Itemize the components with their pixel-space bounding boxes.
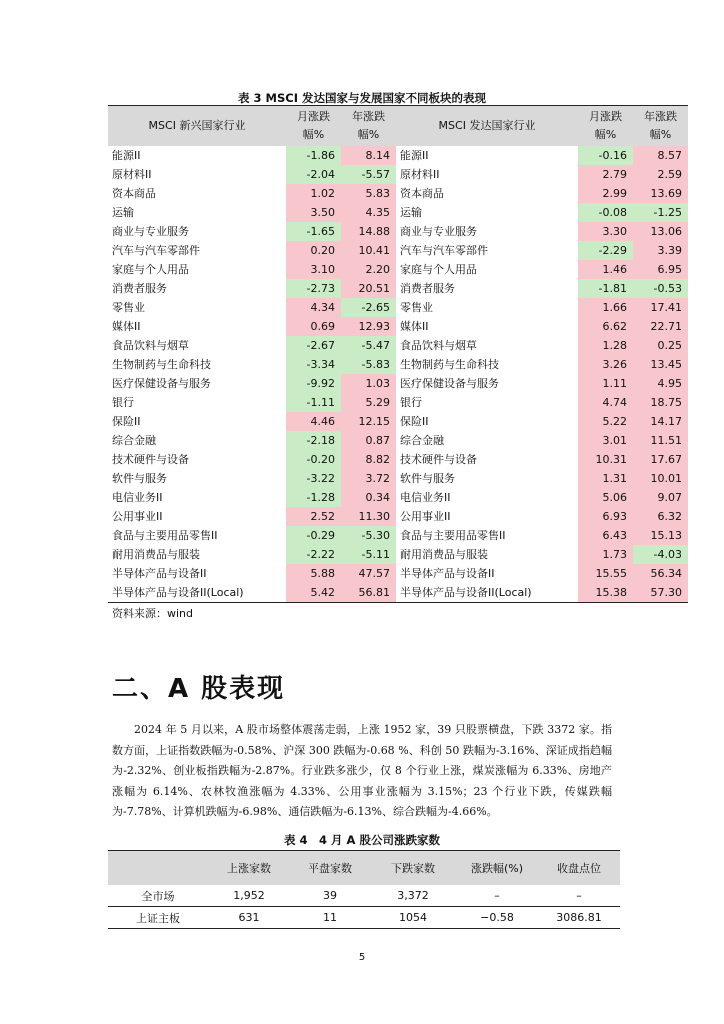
em-month-cell: -2.04 [286,165,341,184]
dm-year-cell: 11.51 [633,431,688,450]
dm-year-cell: -0.53 [633,279,688,298]
table-cell: – [538,885,620,907]
column-header: 涨跌幅(%) [456,851,538,886]
em-sector-cell: 食品饮料与烟草 [112,339,189,352]
em-sector-cell: 银行 [112,396,134,409]
em-year-cell: 12.15 [341,412,396,431]
em-month-cell: -0.29 [286,526,341,545]
table-row [108,507,688,526]
table-row [108,526,688,545]
table-row [108,355,688,374]
table-row [108,545,688,564]
table-row [108,260,688,279]
em-year-cell: 20.51 [341,279,396,298]
em-year-cell: 14.88 [341,222,396,241]
em-year-cell: 2.20 [341,260,396,279]
em-month-cell: -2.18 [286,431,341,450]
dm-sector-cell: 家庭与个人用品 [400,263,477,276]
em-sector-cell: 食品与主要用品零售II [112,529,218,542]
em-sector-cell: 半导体产品与设备II [112,567,207,580]
header-dm-sector: MSCI 发达国家行业 [396,106,578,147]
em-year-cell: 0.87 [341,431,396,450]
dm-month-cell: 3.30 [578,222,633,241]
dm-month-cell: -0.16 [578,146,633,165]
em-month-cell: -1.65 [286,222,341,241]
column-header [108,851,208,886]
dm-year-cell: 22.71 [633,317,688,336]
page-number: 5 [358,952,366,963]
em-year-cell: 5.83 [341,184,396,203]
dm-sector-cell: 综合金融 [400,434,444,447]
table-row [108,469,688,488]
em-month-cell: 4.34 [286,298,341,317]
dm-year-cell: 13.06 [633,222,688,241]
table-header-row [108,106,688,147]
header-em-month: 月涨跌幅% [286,106,341,147]
table-cell: 39 [290,885,370,907]
dm-month-cell: 15.55 [578,564,633,583]
dm-month-cell: 15.38 [578,583,633,603]
table-row [108,450,688,469]
dm-sector-cell: 半导体产品与设备II(Local) [396,583,578,603]
dm-sector-cell: 生物制药与生命科技 [400,358,499,371]
table-row [108,184,688,203]
em-year-cell: -5.30 [341,526,396,545]
section-heading: 二、A 股表现 [112,674,286,704]
em-month-cell: 1.02 [286,184,341,203]
dm-sector-cell: 软件与服务 [400,472,455,485]
table-row [108,374,688,393]
dm-sector-cell: 公用事业II [400,510,451,523]
em-sector-cell: 生物制药与生命科技 [112,358,211,371]
table-cell: 3086.81 [538,907,620,929]
em-year-cell: 3.72 [341,469,396,488]
em-year-cell: 4.35 [341,203,396,222]
em-month-cell: -2.67 [286,336,341,355]
em-year-cell: 1.03 [341,374,396,393]
em-month-cell: -1.86 [286,146,341,165]
table-row [108,165,688,184]
table-row [108,222,688,241]
table-cell: −0.58 [456,907,538,929]
column-header: 收盘点位 [538,851,620,886]
dm-year-cell: 6.95 [633,260,688,279]
table-3-caption: 表 3 MSCI 发达国家与发展国家不同板块的表现 [238,91,486,105]
em-month-cell: 5.42 [286,583,341,603]
table-row [108,146,688,165]
dm-sector-cell: 汽车与汽车零部件 [400,244,488,257]
table-row [108,393,688,412]
dm-year-cell: 8.57 [633,146,688,165]
dm-year-cell: -1.25 [633,203,688,222]
column-header: 下跌家数 [370,851,456,886]
dm-year-cell: 9.07 [633,488,688,507]
em-month-cell: -1.28 [286,488,341,507]
em-month-cell: -2.22 [286,545,341,564]
table-row [108,203,688,222]
em-year-cell: 8.82 [341,450,396,469]
dm-month-cell: 2.99 [578,184,633,203]
em-sector-cell: 媒体II [112,320,141,333]
dm-year-cell: 6.32 [633,507,688,526]
dm-year-cell: 15.13 [633,526,688,545]
em-month-cell: 2.52 [286,507,341,526]
header-em-sector: MSCI 新兴国家行业 [108,106,286,147]
dm-sector-cell: 技术硬件与设备 [400,453,477,466]
table-row [108,431,688,450]
dm-year-cell: 13.45 [633,355,688,374]
table-row [108,885,620,907]
dm-sector-cell: 银行 [400,396,422,409]
dm-year-cell: 56.34 [633,564,688,583]
dm-sector-cell: 原材料II [400,168,440,181]
table-cell: 全市场 [108,885,208,907]
em-sector-cell: 能源II [112,149,141,162]
a-share-table [108,850,620,929]
table-row [108,412,688,431]
em-year-cell: 47.57 [341,564,396,583]
dm-month-cell: 1.66 [578,298,633,317]
source-note: 资料来源：wind [112,607,194,620]
body-paragraph: 2024 年 5 月以来，A 股市场整体震荡走弱，上涨 1952 家，39 只股票横盘，下跌 3372 家。指数方面，上证指数跌幅为-0.58%、沪深 300 跌幅为-0.68 %、科创 50 跌幅为-3.16%、深证成指趋幅为-2.32%、创业板指跌幅为-2.87%。行业跌多涨少，仅 8 个行业上涨，煤炭涨幅为 6.33%、房地产涨幅为 6.14%、农林牧渔涨幅为 4.33%、公用事业涨幅为 3.15%；23 个行业下跌，传媒跌幅为-7.78%、计算机跌幅为-6.98%、通信跌幅为-6.13%、综合跌幅为-4.66%。 [112,723,612,818]
dm-month-cell: 6.93 [578,507,633,526]
em-month-cell: 3.50 [286,203,341,222]
em-sector-cell: 电信业务II [112,491,163,504]
dm-month-cell: 3.26 [578,355,633,374]
dm-sector-cell: 资本商品 [400,187,444,200]
em-month-cell: 4.46 [286,412,341,431]
dm-month-cell: 5.22 [578,412,633,431]
em-sector-cell: 综合金融 [112,434,156,447]
table-row [108,241,688,260]
em-year-cell: 0.34 [341,488,396,507]
em-month-cell: -0.20 [286,450,341,469]
em-month-cell: -9.92 [286,374,341,393]
dm-year-cell: 17.67 [633,450,688,469]
em-sector-cell: 运输 [112,206,134,219]
em-sector-cell: 零售业 [112,301,145,314]
em-sector-cell: 软件与服务 [112,472,167,485]
table-row [108,907,620,929]
em-year-cell: 12.93 [341,317,396,336]
em-sector-cell: 半导体产品与设备II(Local) [108,583,286,603]
table-4-caption: 表 4 4 月 A 股公司涨跌家数 [284,833,440,847]
dm-month-cell: 1.28 [578,336,633,355]
dm-year-cell: 57.30 [633,583,688,603]
dm-month-cell: 1.11 [578,374,633,393]
dm-year-cell: -4.03 [633,545,688,564]
dm-sector-cell: 能源II [400,149,429,162]
em-month-cell: 5.88 [286,564,341,583]
column-header: 平盘家数 [290,851,370,886]
dm-month-cell: -1.81 [578,279,633,298]
header-dm-year: 年涨跌幅% [633,106,688,147]
em-year-cell: -2.65 [341,298,396,317]
dm-sector-cell: 保险II [400,415,429,428]
table-header-row [108,851,620,886]
table-cell: 631 [208,907,290,929]
em-sector-cell: 资本商品 [112,187,156,200]
dm-sector-cell: 电信业务II [400,491,451,504]
table-row [108,564,688,583]
table-cell: 3,372 [370,885,456,907]
dm-sector-cell: 耐用消费品与服装 [400,548,488,561]
column-header: 上涨家数 [208,851,290,886]
em-month-cell: 3.10 [286,260,341,279]
dm-month-cell: -0.08 [578,203,633,222]
dm-month-cell: 2.79 [578,165,633,184]
em-year-cell: -5.83 [341,355,396,374]
msci-sector-table [108,105,688,603]
em-month-cell: -3.22 [286,469,341,488]
em-year-cell: 11.30 [341,507,396,526]
header-dm-month: 月涨跌幅% [578,106,633,147]
table-row [108,317,688,336]
table-cell: – [456,885,538,907]
em-sector-cell: 保险II [112,415,141,428]
dm-month-cell: 5.06 [578,488,633,507]
em-year-cell: -5.47 [341,336,396,355]
dm-sector-cell: 商业与专业服务 [400,225,477,238]
dm-sector-cell: 零售业 [400,301,433,314]
dm-month-cell: 10.31 [578,450,633,469]
dm-month-cell: 1.73 [578,545,633,564]
dm-sector-cell: 食品饮料与烟草 [400,339,477,352]
table-row [108,583,688,603]
dm-month-cell: 3.01 [578,431,633,450]
dm-month-cell: 4.74 [578,393,633,412]
dm-month-cell: 6.43 [578,526,633,545]
em-sector-cell: 医疗保健设备与服务 [112,377,211,390]
dm-year-cell: 14.17 [633,412,688,431]
em-year-cell: 8.14 [341,146,396,165]
em-month-cell: 0.20 [286,241,341,260]
table-row [108,279,688,298]
em-month-cell: -3.34 [286,355,341,374]
em-year-cell: 10.41 [341,241,396,260]
dm-month-cell: 6.62 [578,317,633,336]
em-sector-cell: 家庭与个人用品 [112,263,189,276]
dm-sector-cell: 媒体II [400,320,429,333]
dm-sector-cell: 运输 [400,206,422,219]
dm-year-cell: 2.59 [633,165,688,184]
dm-year-cell: 10.01 [633,469,688,488]
em-sector-cell: 耐用消费品与服装 [112,548,200,561]
table-cell: 11 [290,907,370,929]
em-sector-cell: 商业与专业服务 [112,225,189,238]
em-month-cell: -2.73 [286,279,341,298]
dm-sector-cell: 消费者服务 [400,282,455,295]
em-year-cell: 56.81 [341,583,396,603]
table-cell: 1,952 [208,885,290,907]
table-row [108,336,688,355]
dm-month-cell: -2.29 [578,241,633,260]
em-month-cell: 0.69 [286,317,341,336]
dm-sector-cell: 医疗保健设备与服务 [400,377,499,390]
dm-year-cell: 13.69 [633,184,688,203]
em-sector-cell: 公用事业II [112,510,163,523]
em-sector-cell: 消费者服务 [112,282,167,295]
dm-year-cell: 4.95 [633,374,688,393]
table-cell: 1054 [370,907,456,929]
dm-sector-cell: 半导体产品与设备II [400,567,495,580]
dm-year-cell: 18.75 [633,393,688,412]
em-sector-cell: 原材料II [112,168,152,181]
table-cell: 上证主板 [108,907,208,929]
em-sector-cell: 汽车与汽车零部件 [112,244,200,257]
em-sector-cell: 技术硬件与设备 [112,453,189,466]
dm-sector-cell: 食品与主要用品零售II [400,529,506,542]
dm-year-cell: 0.25 [633,336,688,355]
em-year-cell: 5.29 [341,393,396,412]
em-month-cell: -1.11 [286,393,341,412]
dm-year-cell: 3.39 [633,241,688,260]
dm-month-cell: 1.46 [578,260,633,279]
table-row [108,298,688,317]
dm-year-cell: 17.41 [633,298,688,317]
table-row [108,488,688,507]
dm-month-cell: 1.31 [578,469,633,488]
em-year-cell: -5.11 [341,545,396,564]
em-year-cell: -5.57 [341,165,396,184]
header-em-year: 年涨跌幅% [341,106,396,147]
